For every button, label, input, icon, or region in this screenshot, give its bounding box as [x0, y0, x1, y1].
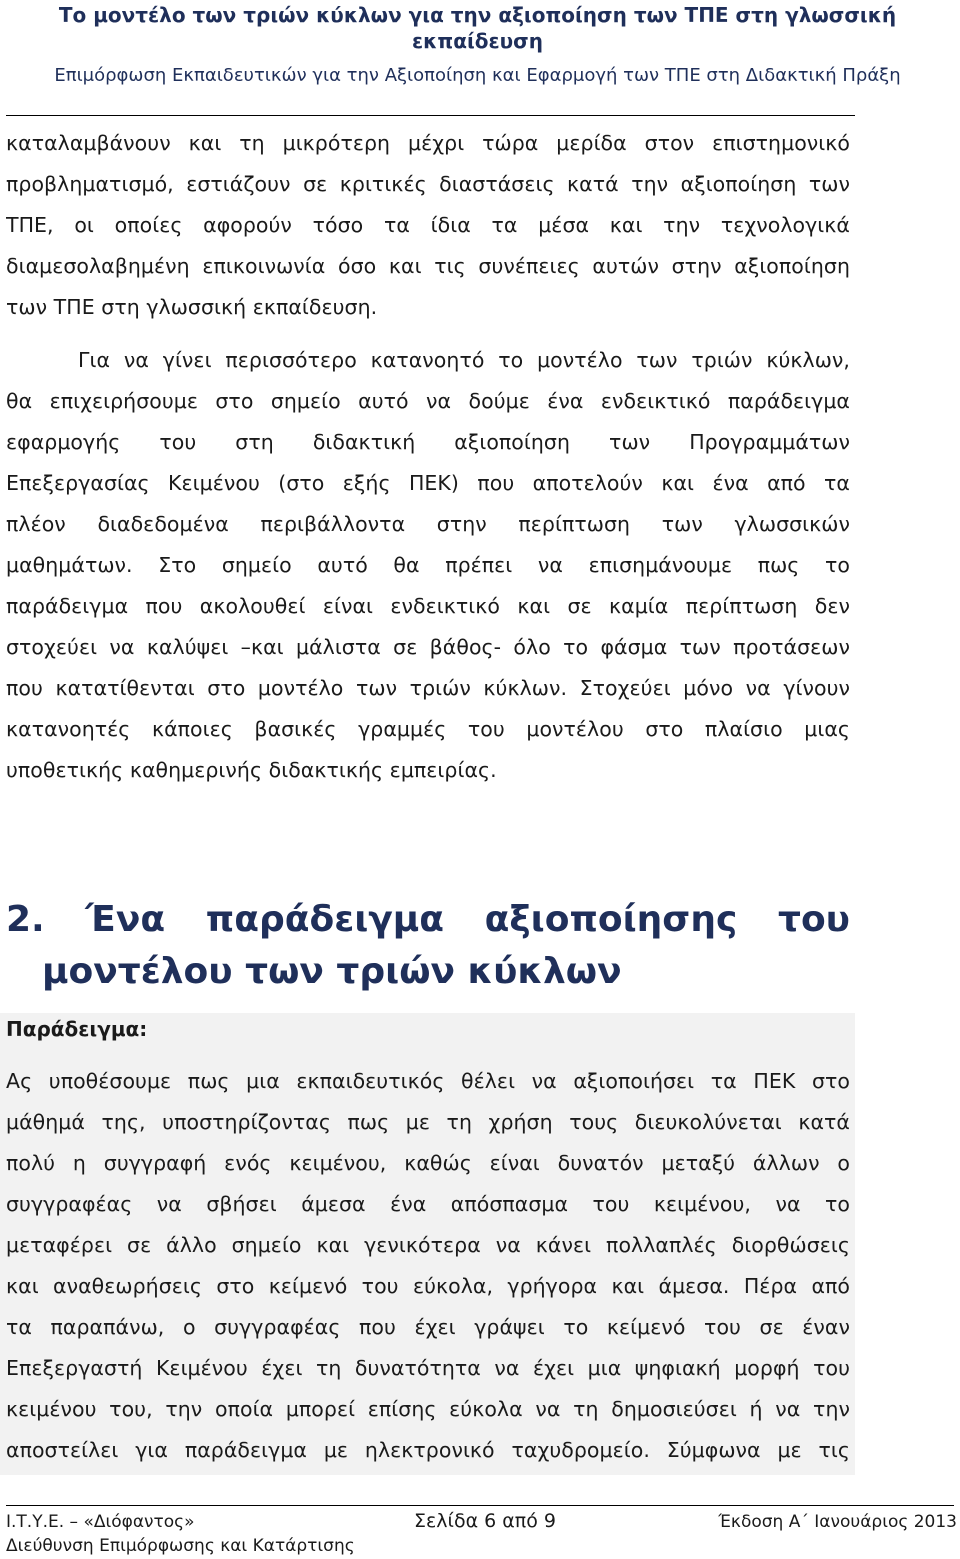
text-line: Για να γίνει περισσότερο κατανοητό το μοντέλο των τριών κύκλων,: [78, 348, 850, 372]
text-line: καταλαμβάνουν και τη μικρότερη μέχρι τώρα μερίδα στον επιστημονικό: [6, 131, 850, 155]
header-divider: [6, 115, 855, 116]
text-line: εφαρμογής του στη διδακτική αξιοποίηση των Προγραμμάτων: [6, 430, 850, 454]
footer-organization: Ι.Τ.Υ.Ε. – «Διόφαντος»: [6, 1512, 195, 1532]
section-heading-line: μοντέλου των τριών κύκλων: [42, 951, 622, 992]
text-line: που κατατίθενται στο μοντέλο των τριών κύκλων. Στοχεύει μόνο να γίνουν: [6, 676, 850, 700]
paragraph-model-example: [6, 340, 850, 791]
text-line: κατανοητές κάποιες βασικές γραμμές του μοντέλου στο πλαίσιο μιας: [6, 717, 850, 741]
text-line: ΤΠΕ, οι οποίες αφορούν τόσο τα ίδια τα μέσα και την τεχνολογικά: [6, 213, 850, 237]
page-number: Σελίδα 6 από 9: [414, 1510, 556, 1532]
text-line: Επεξεργασίας Κειμένου (στο εξής ΠΕΚ) που αποτελούν και ένα από τα: [6, 471, 850, 495]
text-line: υποθετικής καθημερινής διδακτικής εμπειρίας.: [6, 758, 497, 782]
example-paragraph: [6, 1061, 850, 1471]
text-line: πολύ η συγγραφή ενός κειμένου, καθώς είναι δυνατόν μεταξύ άλλων ο: [6, 1151, 850, 1175]
text-line: προβληματισμό, εστιάζουν σε κριτικές διαστάσεις κατά την αξιοποίηση των: [6, 172, 850, 196]
text-line: διαμεσολαβημένη επικοινωνία όσο και τις συνέπειες αυτών στην αξιοποίηση: [6, 254, 850, 278]
text-line: μεταφέρει σε άλλο σημείο και γενικότερα να κάνει πολλαπλές διορθώσεις: [6, 1233, 850, 1257]
text-line: μαθημάτων. Στο σημείο αυτό θα πρέπει να επισημάνουμε πως το: [6, 553, 850, 577]
text-line: τα παραπάνω, ο συγγραφέας που έχει γράψει το κείμενό του σε έναν: [6, 1315, 850, 1339]
text-line: των ΤΠΕ στη γλωσσική εκπαίδευση.: [6, 295, 378, 319]
text-line: Επεξεργαστή Κειμένου έχει τη δυνατότητα να έχει μια ψηφιακή μορφή του: [6, 1356, 850, 1380]
footer-edition: Έκδοση Α΄ Ιανουάριος 2013: [718, 1512, 957, 1532]
section-heading-line: 2. Ένα παράδειγμα αξιοποίησης του: [6, 899, 850, 940]
header-subtitle: Επιμόρφωση Εκπαιδευτικών για την Αξιοποίηση και Εφαρμογή των ΤΠΕ στη Διδακτική Πράξη: [54, 65, 901, 86]
text-line: Ας υποθέσουμε πως μια εκπαιδευτικός θέλει να αξιοποιήσει τα ΠΕΚ στο: [6, 1069, 850, 1093]
text-line: στοχεύει να καλύψει –και μάλιστα σε βάθος- όλο το φάσμα των προτάσεων: [6, 635, 850, 659]
text-line: θα επιχειρήσουμε στο σημείο αυτό να δούμε ένα ενδεικτικό παράδειγμα: [6, 389, 850, 413]
footer-department: Διεύθυνση Επιμόρφωσης και Κατάρτισης: [6, 1536, 355, 1556]
text-line: παράδειγμα που ακολουθεί είναι ενδεικτικό και σε καμία περίπτωση δεν: [6, 594, 850, 618]
header-title: Το μοντέλο των τριών κύκλων για την αξιοποίηση των ΤΠΕ στη γλωσσική εκπαίδευση: [58, 3, 897, 53]
paragraph-continued: [6, 123, 850, 328]
footer-divider: [6, 1505, 954, 1506]
text-line: συγγραφέας να σβήσει άμεσα ένα απόσπασμα του κειμένου, να το: [6, 1192, 850, 1216]
text-line: αποστείλει για παράδειγμα με ηλεκτρονικό ταχυδρομείο. Σύμφωνα με τις: [6, 1438, 850, 1462]
example-label: Παράδειγμα:: [6, 1017, 148, 1041]
text-line: κειμένου του, την οποία μπορεί επίσης εύκολα να τη δημοσιεύσει ή να την: [6, 1397, 850, 1421]
section-heading: [6, 894, 850, 998]
text-line: και αναθεωρήσεις στο κείμενό του εύκολα, γρήγορα και άμεσα. Πέρα από: [6, 1274, 850, 1298]
text-line: πλέον διαδεδομένα περιβάλλοντα στην περίπτωση των γλωσσικών: [6, 512, 850, 536]
text-line: μάθημά της, υποστηρίζοντας πως με τη χρήση τους διευκολύνεται κατά: [6, 1110, 850, 1134]
